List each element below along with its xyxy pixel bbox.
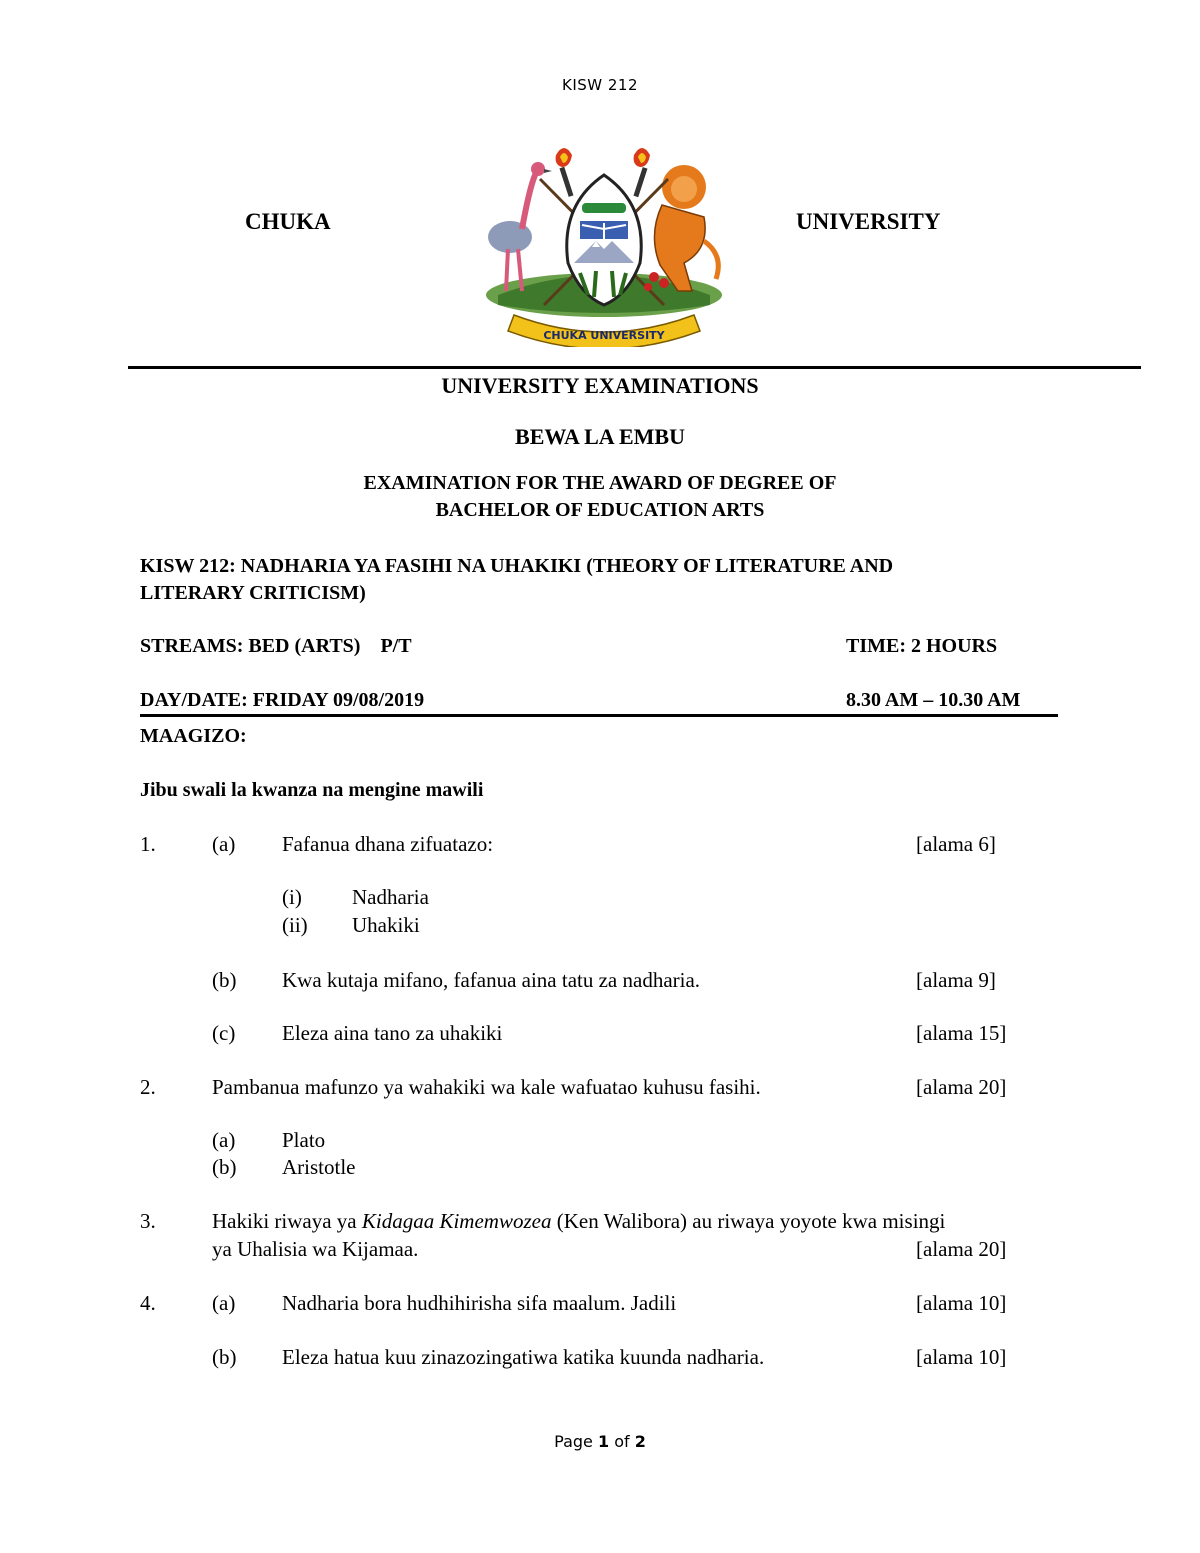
page-footer <box>0 1432 1200 1451</box>
question-1a-i-label: (i) <box>282 885 302 909</box>
title-university-examinations: UNIVERSITY EXAMINATIONS <box>441 373 759 398</box>
exam-duration: TIME: 2 HOURS <box>846 635 998 657</box>
exam-hours: 8.30 AM – 10.30 AM <box>846 689 1021 711</box>
question-3-novel-title: Kidagaa Kimemwozea <box>361 1209 552 1233</box>
question-1c-text: Eleza aina tano za uhakiki <box>282 1021 503 1045</box>
question-3-text-post: (Ken Walibora) au riwaya yoyote kwa misingi <box>551 1209 946 1233</box>
question-2-marks: [alama 20] <box>916 1075 1007 1099</box>
question-4a-text: Nadharia bora hudhihirisha sifa maalum. Jadili <box>282 1291 677 1315</box>
header-divider <box>128 366 1141 369</box>
question-2a-text: Plato <box>282 1128 326 1152</box>
question-1a-text: Fafanua dhana zifuatazo: <box>282 832 494 856</box>
question-2-number: 2. <box>140 1075 156 1099</box>
question-1a-label: (a) <box>212 832 236 856</box>
title-campus: BEWA LA EMBU <box>515 424 685 449</box>
footer-page-total: 2 <box>634 1432 646 1451</box>
institution-name-left: CHUKA <box>245 209 331 234</box>
question-3-text-line2: ya Uhalisia wa Kijamaa. <box>212 1237 419 1261</box>
question-2a-label: (a) <box>212 1128 236 1152</box>
course-title-line1: KISW 212: NADHARIA YA FASIHI NA UHAKIKI (THEORY OF LITERATURE AND <box>140 555 894 577</box>
institution-name-right: UNIVERSITY <box>796 209 941 234</box>
question-4b-marks: [alama 10] <box>916 1345 1007 1369</box>
question-3-marks: [alama 20] <box>916 1237 1007 1261</box>
page-header-course-code: KISW 212 <box>561 76 638 94</box>
title-degree: BACHELOR OF EDUCATION ARTS <box>435 499 765 521</box>
question-4a-marks: [alama 10] <box>916 1291 1007 1315</box>
exam-daydate: DAY/DATE: FRIDAY 09/08/2019 <box>140 689 425 711</box>
question-2b-text: Aristotle <box>282 1155 356 1179</box>
question-4a-label: (a) <box>212 1291 236 1315</box>
question-4b-label: (b) <box>212 1345 237 1369</box>
question-1b-marks: [alama 9] <box>916 968 996 992</box>
question-4b-text: Eleza hatua kuu zinazozingatiwa katika kuunda nadharia. <box>282 1345 765 1369</box>
question-4-number: 4. <box>140 1291 156 1315</box>
footer-of-word: of <box>614 1432 630 1451</box>
question-3-number: 3. <box>140 1209 156 1233</box>
question-3-text-line1 <box>212 1209 945 1234</box>
question-3-text-pre: Hakiki riwaya ya <box>212 1209 362 1233</box>
question-1a-i-text: Nadharia <box>352 885 429 909</box>
question-2-text: Pambanua mafunzo ya wahakiki wa kale wafuatao kuhusu fasihi. <box>212 1075 761 1099</box>
university-crest-logo <box>478 145 730 347</box>
streams-label: STREAMS: BED (ARTS) P/T <box>140 635 412 657</box>
question-1a-marks: [alama 6] <box>916 832 996 856</box>
crest-ribbon-text: CHUKA UNIVERSITY <box>543 329 665 342</box>
question-2b-label: (b) <box>212 1155 237 1179</box>
footer-page-number: 1 <box>597 1432 610 1451</box>
question-1a-ii-text: Uhakiki <box>352 913 420 937</box>
question-1c-marks: [alama 15] <box>916 1021 1007 1045</box>
title-examination-award: EXAMINATION FOR THE AWARD OF DEGREE OF <box>363 472 837 494</box>
instructions-text: Jibu swali la kwanza na mengine mawili <box>140 779 484 801</box>
question-1a-ii-label: (ii) <box>282 913 308 937</box>
question-1b-label: (b) <box>212 968 237 992</box>
question-1-number: 1. <box>140 832 156 856</box>
course-title-line2: LITERARY CRITICISM) <box>140 582 366 604</box>
question-1b-text: Kwa kutaja mifano, fafanua aina tatu za nadharia. <box>282 968 701 992</box>
meta-divider <box>140 714 1058 717</box>
instructions-heading: MAAGIZO: <box>140 725 247 747</box>
footer-page-word: Page <box>554 1432 593 1451</box>
question-1c-label: (c) <box>212 1021 236 1045</box>
